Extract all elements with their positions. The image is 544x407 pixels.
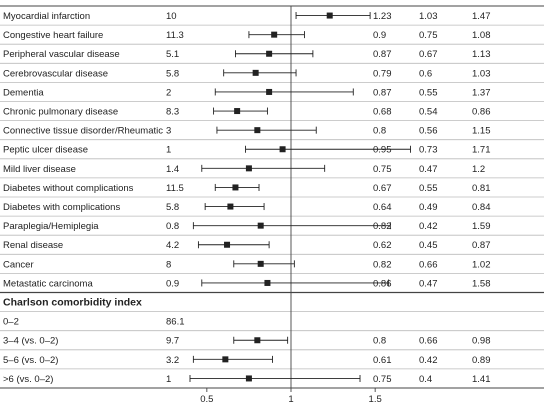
forest-row (3, 240, 491, 251)
row-ci-lower: 0.47 (419, 278, 438, 290)
row-estimate: 0.9 (373, 30, 387, 42)
forest-row (3, 336, 491, 347)
row-ci-lower: 0.55 (419, 182, 438, 194)
row-label: Diabetes with complications (3, 201, 121, 213)
row-estimate: 0.95 (373, 144, 392, 156)
forest-row (3, 126, 491, 137)
row-estimate: 0.68 (373, 106, 392, 118)
row-label: Myocardial infarction (3, 10, 91, 22)
row-ci-upper: 1.59 (472, 221, 491, 233)
row-percent: 3.2 (166, 354, 180, 366)
row-estimate: 0.75 (373, 163, 392, 175)
point-estimate-marker (222, 356, 228, 362)
row-ci-upper: 0.86 (472, 106, 491, 118)
point-estimate-marker (258, 223, 264, 229)
x-axis-tick-label: 1 (288, 394, 294, 405)
row-percent: 4.2 (166, 240, 180, 252)
row-ci-upper: 1.37 (472, 87, 491, 99)
point-estimate-marker (266, 51, 272, 57)
forest-row (3, 278, 491, 289)
row-percent: 5.8 (166, 201, 180, 213)
row-ci-upper: 1.41 (472, 373, 491, 385)
forest-row (3, 259, 491, 270)
row-label: Mild liver disease (3, 163, 76, 175)
row-ci-lower: 0.67 (419, 49, 438, 61)
x-axis (200, 388, 382, 405)
x-axis-tick-label: 0.5 (200, 394, 214, 405)
row-estimate: 0.82 (373, 221, 392, 233)
row-percent: 5.1 (166, 49, 180, 61)
row-label: Cancer (3, 259, 34, 271)
row-label: Chronic pulmonary disease (3, 106, 119, 118)
row-percent: 1 (166, 144, 172, 156)
point-estimate-marker (327, 13, 333, 19)
row-estimate: 0.79 (373, 68, 392, 80)
point-estimate-marker (258, 261, 264, 267)
forest-row (3, 317, 185, 328)
row-label: Diabetes without complications (3, 182, 134, 194)
point-estimate-marker (227, 204, 233, 210)
forest-row (3, 221, 491, 232)
row-label: Peptic ulcer disease (3, 144, 89, 156)
row-label: Connective tissue disorder/Rheumatic (3, 125, 163, 137)
row-label: Dementia (3, 87, 44, 99)
row-percent: 0.9 (166, 278, 180, 290)
row-ci-upper: 1.71 (472, 144, 491, 156)
row-percent: 0.8 (166, 221, 180, 233)
row-ci-upper: 0.84 (472, 201, 491, 213)
row-ci-lower: 0.75 (419, 30, 438, 42)
point-estimate-marker (264, 280, 270, 286)
row-estimate: 0.86 (373, 278, 392, 290)
row-label: Renal disease (3, 240, 64, 252)
forest-rows (3, 11, 491, 385)
point-estimate-marker (280, 146, 286, 152)
row-ci-upper: 1.02 (472, 259, 491, 271)
row-percent: 8 (166, 259, 172, 271)
row-label: 5–6 (vs. 0–2) (3, 354, 59, 366)
forest-row (3, 202, 491, 213)
row-percent: 11.3 (166, 30, 184, 42)
row-ci-lower: 0.4 (419, 373, 433, 385)
forest-row (3, 49, 491, 60)
row-label: Metastatic carcinoma (3, 278, 93, 290)
forest-row (3, 164, 485, 175)
row-ci-upper: 0.98 (472, 335, 491, 347)
row-ci-lower: 0.45 (419, 240, 438, 252)
row-ci-lower: 0.49 (419, 201, 438, 213)
x-axis-tick-label: 1.5 (368, 394, 382, 405)
point-estimate-marker (254, 127, 260, 133)
row-ci-upper: 1.08 (472, 30, 491, 42)
row-ci-upper: 1.2 (472, 163, 486, 175)
row-label: Cerebrovascular disease (3, 68, 109, 80)
row-percent: 8.3 (166, 106, 180, 118)
point-estimate-marker (234, 108, 240, 114)
row-percent: 5.8 (166, 68, 180, 80)
row-label: Peripheral vascular disease (3, 49, 120, 61)
point-estimate-marker (254, 337, 260, 343)
point-estimate-marker (246, 375, 252, 381)
point-estimate-marker (246, 165, 252, 171)
forest-row (3, 183, 491, 194)
forest-row (3, 355, 491, 366)
row-ci-upper: 1.58 (472, 278, 491, 290)
row-ci-lower: 0.66 (419, 335, 438, 347)
point-estimate-marker (266, 89, 272, 95)
row-ci-lower: 0.56 (419, 125, 438, 137)
table-rules (0, 6, 544, 388)
row-percent: 2 (166, 87, 172, 99)
forest-row (3, 87, 491, 98)
section-heading: Charlson comorbidity index (3, 296, 142, 309)
row-percent: 86.1 (166, 316, 185, 328)
row-estimate: 0.67 (373, 182, 392, 194)
forest-row (3, 145, 491, 156)
row-ci-lower: 0.47 (419, 163, 438, 175)
row-estimate: 0.75 (373, 373, 392, 385)
forest-row (3, 30, 491, 41)
row-ci-upper: 1.15 (472, 125, 491, 137)
row-estimate: 0.61 (373, 354, 392, 366)
row-ci-lower: 0.73 (419, 144, 438, 156)
forest-row (3, 11, 491, 22)
row-ci-lower: 1.03 (419, 10, 438, 22)
row-estimate: 0.87 (373, 87, 392, 99)
row-ci-upper: 1.03 (472, 68, 491, 80)
row-percent: 3 (166, 125, 172, 137)
row-ci-lower: 0.66 (419, 259, 438, 271)
row-label: Congestive heart failure (3, 30, 104, 42)
point-estimate-marker (232, 184, 238, 190)
forest-row (3, 68, 491, 79)
point-estimate-marker (224, 242, 230, 248)
row-ci-upper: 1.13 (472, 49, 491, 61)
row-estimate: 0.8 (373, 335, 387, 347)
row-percent: 10 (166, 10, 177, 22)
row-percent: 1 (166, 373, 172, 385)
row-percent: 1.4 (166, 163, 180, 175)
row-estimate: 0.87 (373, 49, 392, 61)
row-label: Paraplegia/Hemiplegia (3, 221, 99, 233)
row-estimate: 1.23 (373, 10, 392, 22)
row-ci-lower: 0.42 (419, 354, 438, 366)
row-ci-lower: 0.42 (419, 221, 438, 233)
point-estimate-marker (271, 32, 277, 38)
row-ci-upper: 0.89 (472, 354, 491, 366)
row-label: >6 (vs. 0–2) (3, 373, 54, 385)
row-estimate: 0.8 (373, 125, 387, 137)
row-ci-lower: 0.55 (419, 87, 438, 99)
row-label: 0–2 (3, 316, 19, 328)
forest-row (3, 106, 491, 117)
row-label: 3–4 (vs. 0–2) (3, 335, 59, 347)
row-ci-upper: 0.81 (472, 182, 491, 194)
row-estimate: 0.64 (373, 201, 392, 213)
forest-row (3, 374, 491, 385)
row-ci-lower: 0.6 (419, 68, 433, 80)
row-estimate: 0.62 (373, 240, 392, 252)
row-ci-upper: 0.87 (472, 240, 491, 252)
row-estimate: 0.82 (373, 259, 392, 271)
row-percent: 11.5 (166, 182, 184, 194)
point-estimate-marker (253, 70, 259, 76)
row-percent: 9.7 (166, 335, 180, 347)
row-ci-lower: 0.54 (419, 106, 438, 118)
row-ci-upper: 1.47 (472, 10, 491, 22)
